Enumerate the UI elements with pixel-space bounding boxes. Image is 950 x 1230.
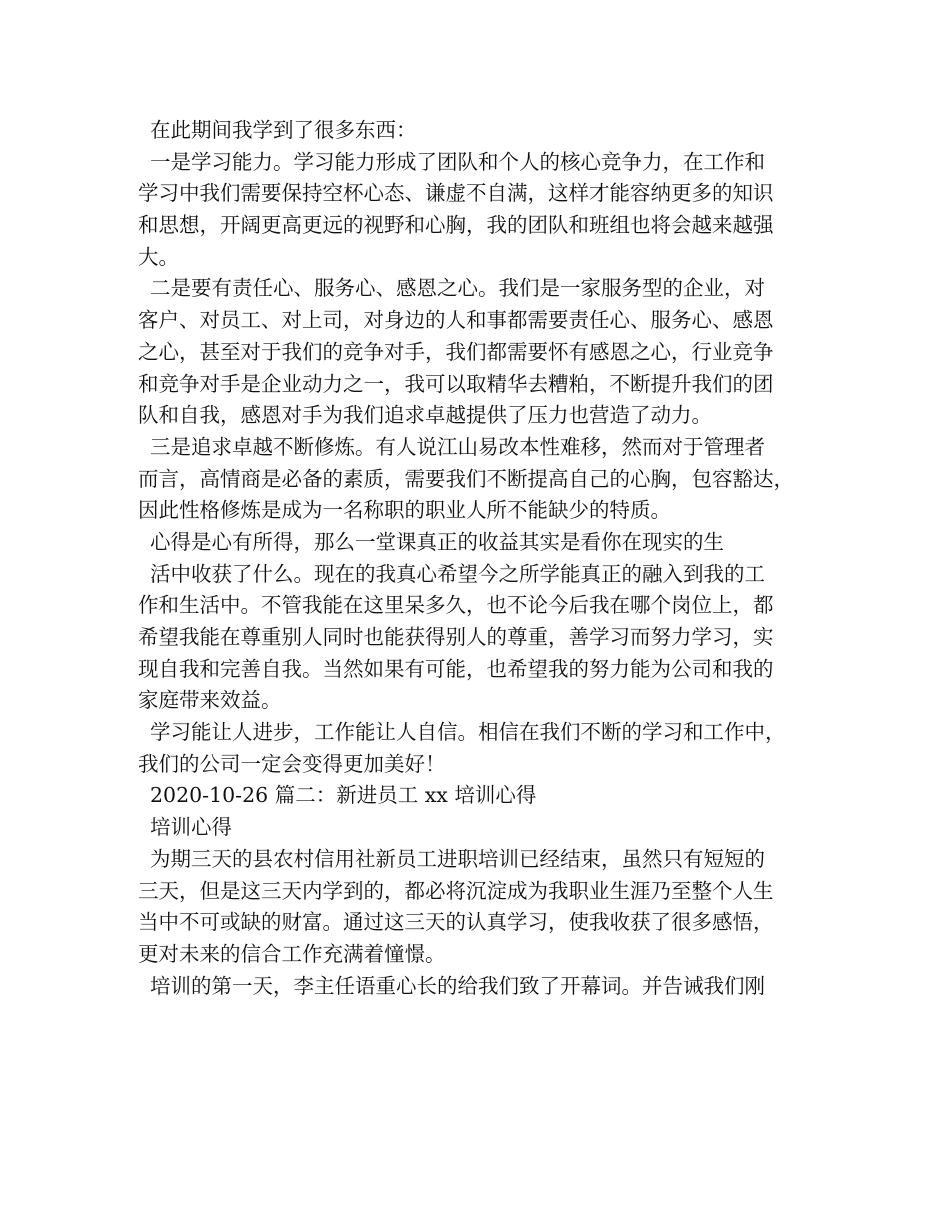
text-line: 和竞争对手是企业动力之一，我可以取精华去糟粕，不断提升我们的团 (138, 371, 774, 396)
text-line: 培训的第一天，李主任语重心长的给我们致了开幕词。并告诫我们刚 (150, 973, 765, 998)
text-line: 在此期间我学到了很多东西： (150, 118, 417, 142)
text-line: 作和生活中。不管我能在这里呆多久，也不论今后我在哪个岗位上，都 (138, 593, 774, 618)
document-body (138, 115, 828, 1002)
text-line: 因此性格修炼是成为一名称职的职业人所不能缺少的特质。 (138, 498, 671, 523)
text-line: 客户、对员工、对上司，对身边的人和事都需要责任心、服务心、感恩 (138, 308, 774, 333)
section-heading: 2020-10-26 篇二：新进员工 xx 培训心得 (150, 783, 537, 808)
text-line: 三是追求卓越不断修炼。有人说江山易改本性难移，然而对于管理者 (150, 434, 765, 459)
text-line: 和思想，开阔更高更远的视野和心胸，我的团队和班组也将会越来越强 (138, 213, 774, 238)
text-line: 我们的公司一定会变得更加美好！ (138, 751, 446, 776)
text-line: 为期三天的县农村信用社新员工进职培训已经结束，虽然只有短短的 (150, 846, 765, 871)
text-line: 更对未来的信合工作充满着憧憬。 (138, 941, 446, 966)
text-line: 学习能让人进步，工作能让人自信。相信在我们不断的学习和工作中， (150, 720, 786, 745)
text-line: 现自我和完善自我。当然如果有可能，也希望我的努力能为公司和我的 (138, 656, 774, 681)
text-line: 活中收获了什么。现在的我真心希望今之所学能真正的融入到我的工 (150, 561, 765, 586)
text-line: 二是要有责任心、服务心、感恩之心。我们是一家服务型的企业，对 (150, 276, 765, 301)
text-line: 心得是心有所得，那么一堂课真正的收益其实是看你在现实的生 (150, 529, 724, 554)
text-line: 大。 (138, 244, 179, 269)
text-line: 之心，甚至对于我们的竞争对手，我们都需要怀有感恩之心，行业竞争 (138, 339, 774, 364)
text-line: 当中不可或缺的财富。通过这三天的认真学习，使我收获了很多感悟， (138, 910, 774, 935)
text-line: 三天，但是这三天内学到的，都必将沉淀成为我职业生涯乃至整个人生 (138, 878, 774, 903)
text-line: 家庭带来效益。 (138, 688, 282, 713)
text-line: 希望我能在尊重别人同时也能获得别人的尊重，善学习而努力学习，实 (138, 625, 774, 649)
section-subheading: 培训心得 (150, 815, 232, 840)
text-line: 学习中我们需要保持空杯心态、谦虚不自满，这样才能容纳更多的知识 (138, 181, 774, 206)
text-line: 一是学习能力。学习能力形成了团队和个人的核心竞争力，在工作和 (150, 149, 765, 174)
text-line: 而言，高情商是必备的素质，需要我们不断提高自己的心胸，包容豁达， (138, 466, 794, 491)
text-line: 队和自我，感恩对手为我们追求卓越提供了压力也营造了动力。 (138, 403, 712, 428)
